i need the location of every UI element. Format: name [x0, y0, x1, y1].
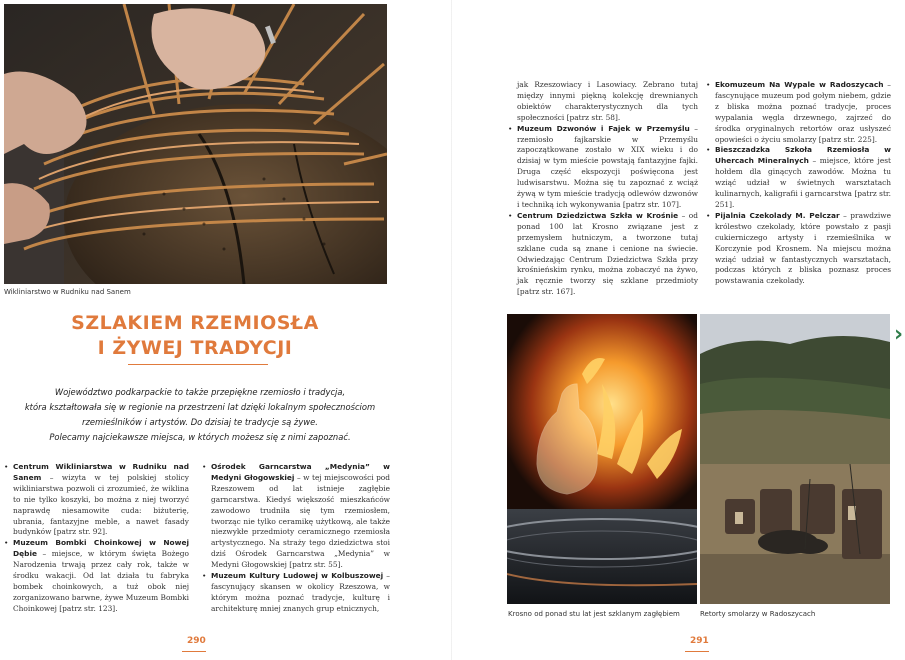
- page-number: 291: [690, 636, 709, 646]
- intro-line: Województwo podkarpackie to także przepiękne rzemiosło i tradycja,: [54, 387, 346, 397]
- next-page-chevron-icon[interactable]: ›: [894, 322, 904, 347]
- photo-caption-left: Krosno od ponad stu lat jest szklanym zagłębiem: [508, 610, 680, 618]
- list-item: [706, 211, 891, 287]
- list-item: [508, 124, 698, 211]
- right-column-2: [706, 80, 891, 287]
- wicker-weaving-photo: [4, 4, 387, 284]
- page-number: 290: [187, 636, 206, 646]
- charcoal-kilns-photo: [700, 314, 890, 604]
- item-name: Muzeum Dzwonów i Fajek w Przemyślu: [517, 123, 690, 133]
- item-name: Ekomuzeum Na Wypale w Radoszycach: [715, 80, 884, 89]
- item-text: – miejsce, w którym święta Bożego Narodzenia trwają przez cały rok, także w środku wakacji. Od lat działa tu fabryka bombek choinkowych, a tuż obok niej zorganizowano barwne, żywe Muzeum Bombki Choinkowej [patrz str. 123].: [13, 549, 189, 613]
- continued-text: jak Rzeszowiacy i Lasowiacy. Zebrano tutaj między innymi piękną kolekcję drewnianych obiektów charakterystycznych dla tych społeczności [patrz str. 58].: [517, 80, 698, 122]
- section-title-line-2: I ŻYWEJ TRADYCJI: [97, 337, 293, 359]
- list-item: [706, 80, 891, 145]
- item-name: Pijalnia Czekolady M. Pelczar: [715, 210, 840, 220]
- photo-caption-right: Retorty smolarzy w Radoszycach: [700, 610, 816, 618]
- item-text: – prawdziwe królestwo czekolady, które powstało z pasji cukierniczego artysty i rzemieślnika w Korczynie pod Krosnem. Na miejscu można wziąć udział w fantastycznych warsztatach, podczas których z bliska poznasz proces powstawania czekolady.: [715, 210, 891, 286]
- item-name: Muzeum Bombki Choinkowej w Nowej Dębie: [13, 538, 189, 559]
- glass-furnace-photo: [507, 314, 697, 604]
- section-title-line-1: SZLAKIEM RZEMIOSŁA: [71, 312, 319, 334]
- item-name: Centrum Wikliniarstwa w Rudniku nad Sanem: [13, 462, 189, 482]
- list-item: [202, 462, 390, 571]
- intro-line: rzemieślników i artystów. Do dzisiaj te tradycje są żywe.: [82, 417, 318, 427]
- list-item: [706, 145, 891, 210]
- left-column-2: [202, 462, 390, 615]
- item-text: – od ponad 100 lat Krosno związane jest z przemysłem hutniczym, a tworzone tutaj szklane cuda są znane i cenione na świecie. Odwiedzając Centrum Dziedzictwa Szkła przy krośnieńskim rynku, można zobaczyć na żywo, jak ręcznie tworzy się szklane przedmioty [patrz str. 167].: [517, 210, 698, 297]
- item-text: – w tej miejscowości pod Rzeszowem od lat istnieje zagłębie garncarstwa. Kiedyś większość mieszkańców zawodowo trudniła się tym rzemiosłem, tworząc nie tylko ceramikę użytkową, ale także niezwykłe przedmioty ceramicznego rzemiosła artystycznego. Na straży tego dziedzictwa stoi dziś Ośrodek Garncarstwa „Medynia” w Medyni Głogowskiej [patrz str. 55].: [211, 472, 390, 570]
- item-name: Muzeum Kultury Ludowej w Kolbuszowej: [211, 571, 384, 581]
- item-name: Centrum Dziedzictwa Szkła w Krośnie: [517, 210, 679, 220]
- photo-caption: Wikliniarstwo w Rudniku nad Sanem: [4, 288, 131, 296]
- intro-line: Polecamy najciekawsze miejsca, w których możesz się z nimi zapoznać.: [49, 432, 351, 442]
- item-text: – wizyta w tej polskiej stolicy wikliniarstwa pozwoli ci zrozumieć, że wiklina to nie tylko koszyki, bo można z niej tworzyć naprawdę niesamowite cuda: biżuterię, ubrania, fantazyjne meble, a nawet fasady budynków [patrz str. 92].: [13, 472, 189, 537]
- item-text: – fascynujący skansen w okolicy Rzeszowa, w którym można poznać tradycje, kulturę i architekturę mniej znanych grup etnicznych,: [211, 571, 390, 613]
- item-name: Ośrodek Garncarstwa „Medynia” w Medyni Głogowskiej: [211, 462, 390, 482]
- left-column-1: [4, 462, 189, 615]
- right-page: [452, 0, 905, 660]
- intro-line: która kształtowała się w regionie na przestrzeni lat dzięki lokalnym społecznościom: [24, 402, 376, 412]
- list-item: [508, 211, 698, 298]
- list-item: [4, 462, 189, 538]
- section-title: [40, 311, 350, 361]
- page-number-underline: [685, 651, 709, 652]
- left-page: [0, 0, 452, 660]
- item-text: – miejsce, które jest hołdem dla ginących zawodów. Można tu wziąć udział w świetnych warsztatach kulinarnych, kaligrafii i garncarstwa [patrz str. 251].: [715, 156, 891, 209]
- item-text: – rzemiosło fajkarskie w Przemyślu zapoczątkowane zostało w XIX wieku i do dzisiaj w tym mieście powstają fantazyjne fajki. Druga część ekspozycji poświęcona jest ludwisarstwu. Można się tu zapoznać z wciąż żywą w tym mieście tradycją odlewów dzwonów i techniką ich wykonywania [patrz str. 107].: [517, 123, 699, 209]
- intro-paragraph: [20, 385, 380, 445]
- title-underline: [128, 364, 268, 365]
- list-item: [202, 571, 390, 615]
- page-number-underline: [182, 651, 206, 652]
- right-column-1: [508, 80, 698, 298]
- list-item: [4, 538, 189, 614]
- item-text: – fascynujące muzeum pod gołym niebem, gdzie z bliska można poznać tradycje, proces wypalania węgla drzewnego, zajrzeć do środka oryginalnych retortów oraz usłyszeć opowieści o życiu smolarzy [patrz str. 225].: [715, 80, 892, 144]
- item-name: Bieszczadzka Szkoła Rzemiosła w Uhercach Mineralnych: [715, 145, 891, 166]
